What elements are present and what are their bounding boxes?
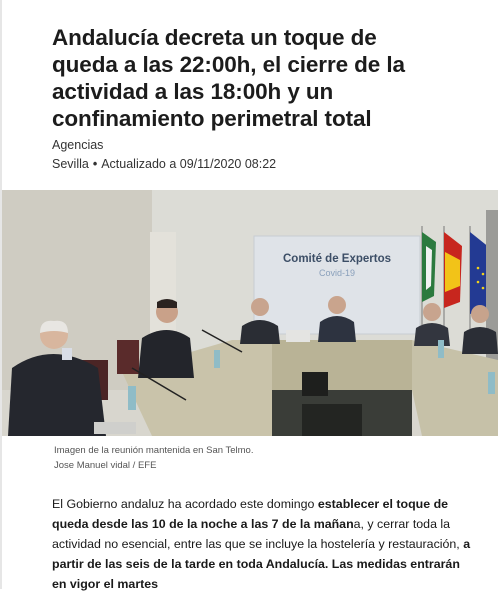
article-source[interactable]: Agencias: [52, 138, 104, 152]
paragraph-bold-text: establecer el toque de queda desde las 10 de la noche a las 7 de la mañan: [52, 497, 449, 532]
separator-dot: •: [92, 157, 98, 171]
photo-credit: Jose Manuel vidal / EFE: [54, 460, 157, 471]
screen-title: Comité de Expertos: [283, 253, 391, 265]
meeting-room-illustration: [2, 190, 498, 436]
paragraph-bold-text: a partir de las seis de la tarde en toda Andalucía. Las medidas entrarán en vigor el martes: [52, 537, 471, 592]
paragraph-text: El Gobierno andaluz ha acordado este domingo: [52, 497, 318, 512]
screen-subtitle: Covid-19: [318, 268, 356, 278]
article-headline: Andalucía decreta un toque de queda a las 22:00h, el cierre de la actividad a las 18:00h y un confinamiento perimetral total: [52, 25, 405, 131]
paragraph-text: a, y cerrar toda la actividad no esencial, entre las que se incluye la hostelería y restauración,: [52, 517, 464, 552]
article-photo[interactable]: [2, 190, 498, 436]
article-location: Sevilla: [52, 157, 89, 171]
caption-text: Imagen de la reunión mantenida en San Telmo.: [54, 445, 254, 456]
article-meta: [52, 157, 276, 171]
article-paragraph: [52, 494, 472, 594]
photo-caption: [54, 443, 253, 473]
article-updated: Actualizado a 09/11/2020 08:22: [101, 157, 277, 171]
